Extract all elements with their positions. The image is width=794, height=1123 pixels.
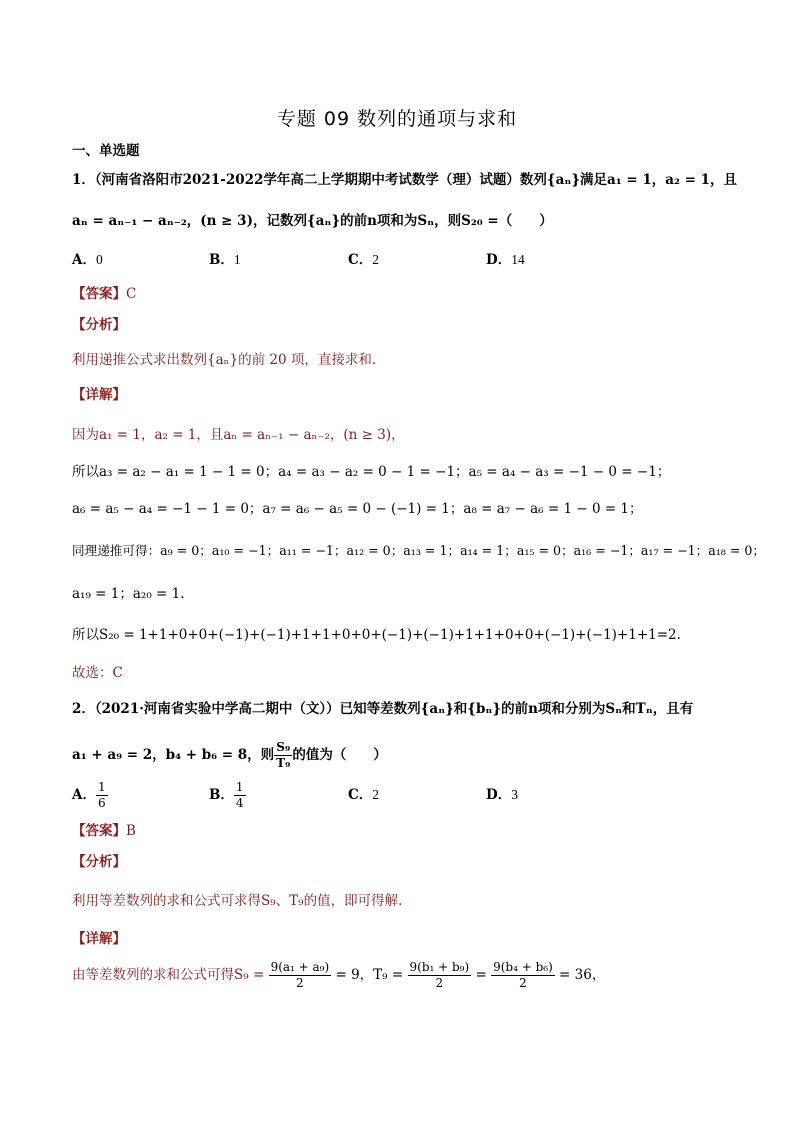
q1-detail-line4: 同理递推可得：a₉ = 0；a₁₀ = −1；a₁₁ = −1；a₁₂ = 0；a₁₃ = 1；a₁₄ = 1；a₁₅ = 0；a₁₆ = −1；a₁₇ = −1；a₁₈ = 0； — [72, 543, 766, 558]
fraction-numerator: 1 — [97, 780, 106, 794]
q2-stem-pre: a₁ + a₉ = 2，b₄ + b₆ = 8，则 — [72, 747, 275, 763]
answer-label: 【答案】 — [72, 823, 126, 839]
q1-detail-label: 【详解】 — [72, 387, 126, 403]
answer-label: 【答案】 — [72, 286, 126, 302]
q2-fraction — [274, 740, 292, 771]
option-value: 2 — [372, 252, 379, 267]
detail-mid-1: = 9，T₉ = — [335, 967, 404, 983]
detail-fraction-1 — [269, 960, 332, 991]
q1-detail-line1: 因为a₁ = 1，a₂ = 1，且aₙ = aₙ₋₁ − aₙ₋₂，(n ≥ 3)， — [72, 427, 405, 443]
q1-option-c — [348, 251, 379, 269]
q1-detail-line2: 所以a₃ = a₂ − a₁ = 1 − 1 = 0；a₄ = a₃ − a₂ = 0 − 1 = −1；a₅ = a₄ − a₃ = −1 − 0 = −1； — [72, 464, 671, 480]
section-heading: 一、单选题 — [72, 143, 140, 159]
q1-detail-line5: a₁₉ = 1；a₂₀ = 1. — [72, 586, 185, 602]
q1-stem-line2: aₙ = aₙ₋₁ − aₙ₋₂，(n ≥ 3)，记数列{aₙ}的前n项和为Sₙ，则S₂₀ =（ ） — [72, 213, 553, 229]
option-key: D． — [486, 252, 512, 268]
q1-detail-line6: 所以S₂₀ = 1+1+0+0+(−1)+(−1)+1+1+0+0+(−1)+(−1)+1+1+0+0+(−1)+(−1)+1+1=2. — [72, 627, 681, 643]
detail-post: = 36， — [559, 967, 606, 983]
q1-stem-line1: 1．（河南省洛阳市2021-2022学年高二上学期期中考试数学（理）试题）数列{aₙ}满足a₁ = 1，a₂ = 1，且 — [72, 172, 738, 188]
q2-detail-line1 — [72, 955, 605, 995]
option-value: 0 — [95, 252, 103, 267]
option-key: A． — [72, 252, 96, 268]
q1-answer — [72, 285, 136, 303]
fraction-numerator: 9(b₁ + b₉) — [409, 960, 470, 974]
q2-analysis-text: 利用等差数列的求和公式可求得S₉、T₉的值，即可得解. — [72, 893, 403, 909]
q2-option-a — [72, 778, 108, 812]
answer-value: C — [126, 286, 137, 302]
answer-value: B — [126, 823, 136, 839]
option-key: A． — [72, 787, 96, 803]
q2-analysis-label: 【分析】 — [72, 854, 126, 870]
detail-fraction-2 — [408, 960, 472, 991]
q1-detail-line3: a₆ = a₅ − a₄ = −1 − 1 = 0；a₇ = a₆ − a₅ = 0 − (−1) = 1；a₈ = a₇ − a₆ = 1 − 0 = 1； — [72, 501, 643, 517]
fraction-numerator: S₉ — [274, 740, 292, 756]
q1-analysis-text: 利用递推公式求出数列{aₙ}的前 20 项，直接求和. — [72, 352, 377, 368]
q2-detail-label: 【详解】 — [72, 931, 126, 947]
q1-detail-line7: 故选：C — [72, 665, 123, 681]
q2-stem-post: 的值为（ ） — [292, 747, 387, 763]
q1-option-a — [72, 251, 103, 269]
option-value: 1 — [233, 252, 241, 267]
q2-stem-line2 — [72, 737, 387, 773]
fraction-numerator: 9(b₄ + b₆) — [493, 960, 553, 974]
option-key: B． — [209, 787, 234, 803]
fraction-denominator: 6 — [97, 796, 106, 810]
option-key: C． — [348, 787, 373, 803]
q2-option-c — [348, 786, 379, 804]
q2-stem-line1: 2．（2021·河南省实验中学高二期中（文））已知等差数列{aₙ}和{bₙ}的前n项和分别为Sₙ和Tₙ，且有 — [72, 701, 694, 717]
q1-option-b — [209, 251, 241, 269]
detail-fraction-3 — [491, 960, 555, 991]
fraction-numerator: 9(a₁ + a₉) — [270, 960, 330, 974]
fraction-denominator: 2 — [296, 976, 304, 990]
detail-mid-2: = — [475, 967, 487, 983]
q1-analysis-label: 【分析】 — [72, 317, 126, 333]
page-title: 专题 09 数列的通项与求和 — [276, 108, 518, 130]
option-key: D． — [486, 787, 512, 803]
option-key: C． — [348, 252, 373, 268]
fraction-denominator: T₉ — [276, 756, 291, 770]
fraction-denominator: 2 — [519, 976, 527, 990]
q2-option-b — [209, 778, 246, 812]
q2-option-d — [486, 786, 518, 804]
option-value: 3 — [511, 787, 518, 802]
q1-option-d — [486, 251, 525, 269]
fraction-numerator: 1 — [235, 780, 244, 794]
option-fraction — [234, 780, 246, 811]
option-fraction — [96, 780, 108, 811]
q2-answer — [72, 822, 136, 840]
fraction-denominator: 4 — [235, 796, 244, 810]
detail-pre: 由等差数列的求和公式可得S₉ = — [72, 967, 265, 983]
option-key: B． — [209, 252, 234, 268]
option-value: 14 — [511, 252, 525, 267]
option-value: 2 — [372, 787, 379, 802]
fraction-denominator: 2 — [435, 976, 444, 990]
